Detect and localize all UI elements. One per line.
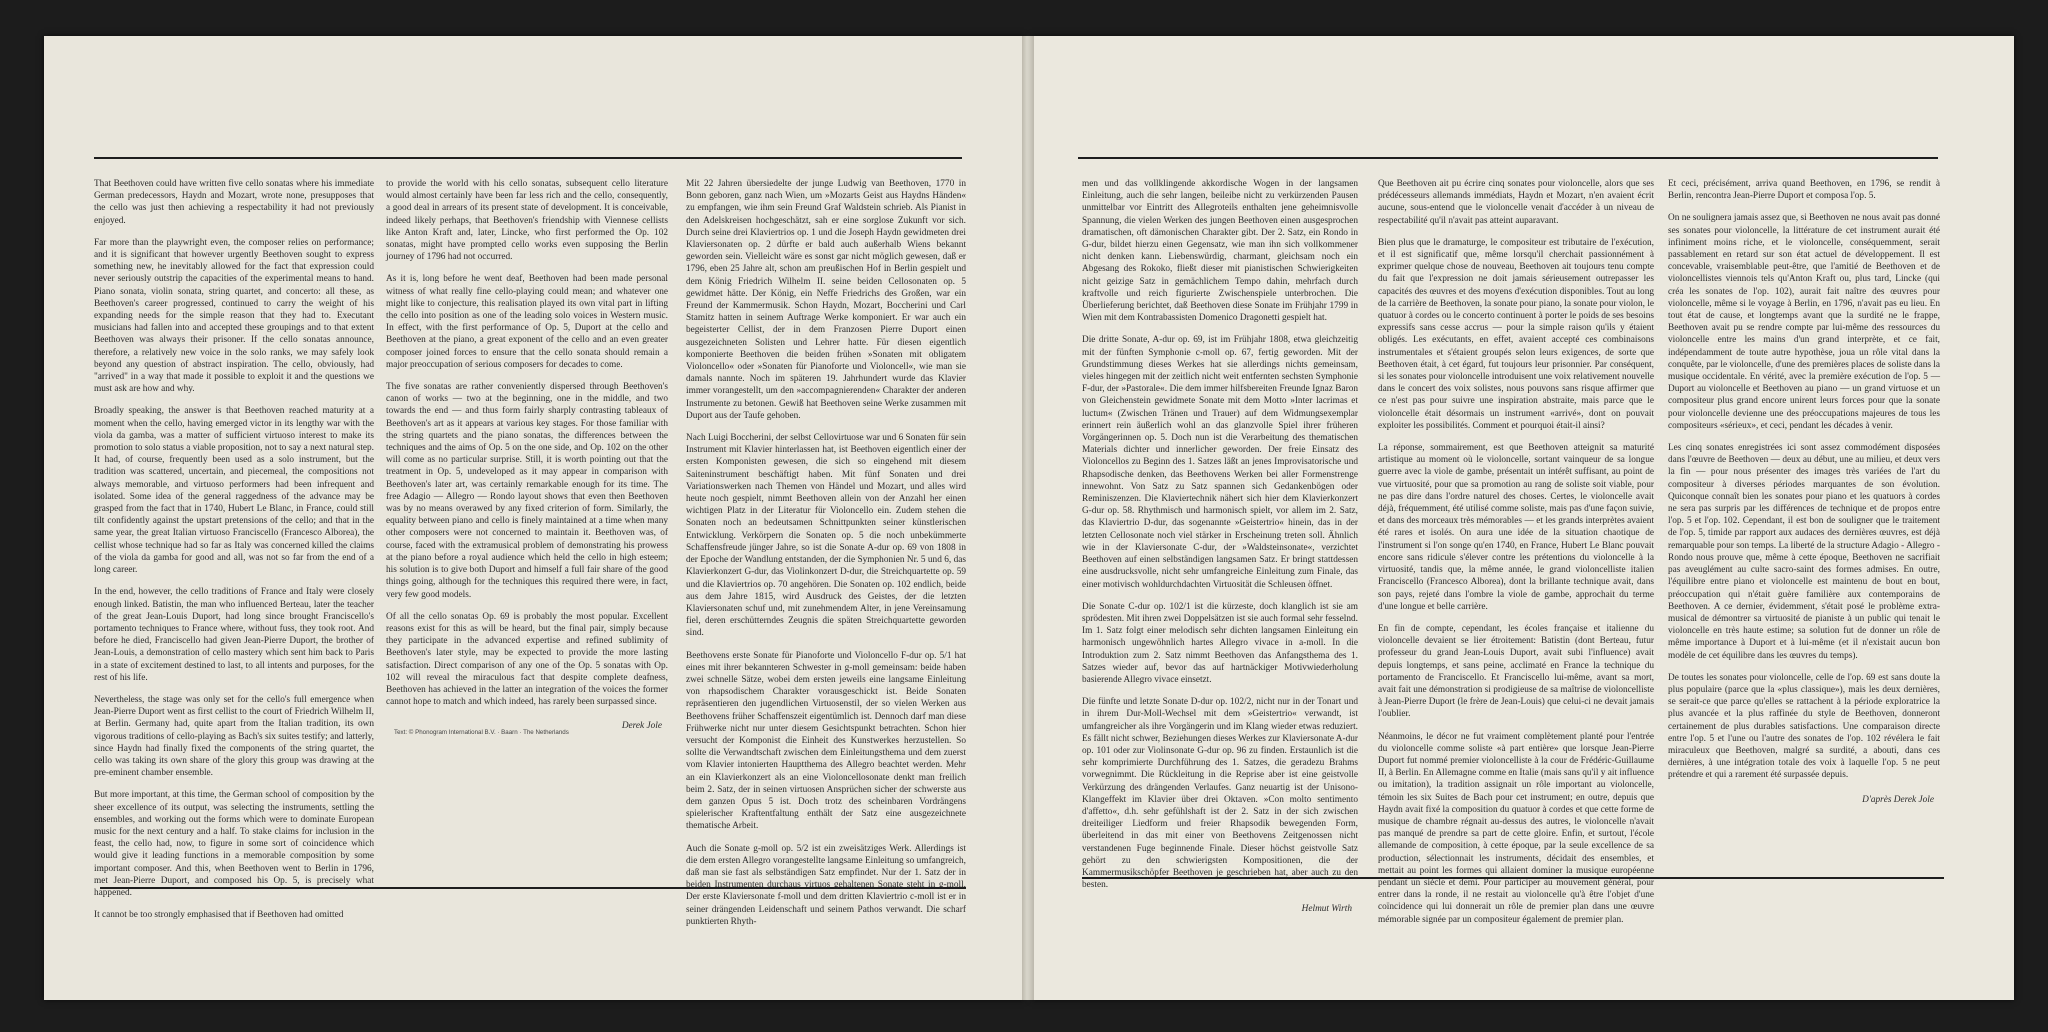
french-paragraph: Que Beethoven ait pu écrire cinq sonates pour violoncelle, alors que ses prédécesseurs allemands immédiats, Haydn et Mozart, n'en avaient écrit aucune, sous-entend que le violoncelle venait d'accéder à un niveau de respectabilité qu'il n'avait pas atteint auparavant. <box>1378 179 1654 226</box>
french-paragraph: Les cinq sonates enregistrées ici sont assez commodément disposées dans l'œuvre de Beethoven — deux au début, une au milieu, et deux vers la fin — pour nous présenter des images très variées de l'art du compositeur à diverses périodes marquantes de son évolution. Quiconque connaît bien les sonates pour piano et les quatuors à cordes ne sera pas surpris par les différences de technique et de propos entre l'op. 5 et l'op. 102. Cependant, il est bon de souligner que le traitement de l'op. 5, timide par rapport aux audaces des dernières œuvres, est déjà remarquable pour son temps. La liberté de la structure Adagio - Allegro - Rondo nous prouve que, même à cette époque, Beethoven ne sacrifiait pas aveuglément au culte sacro-saint des formes admises. En outre, l'équilibre entre piano et violoncelle est maintenu de bout en bout, préoccupation qui n'était guère familière aux contemporains de Beethoven. A ce dernier, évidemment, s'était posé le problème extra-musical de démontrer sa virtuosité de pianiste à un public qui tenait le violoncelle en très haute estime; sa solution fut de donner un rôle de même importance à Duport et à lui-même (et il n'existait aucun bon modèle de cet équilibre dans les œuvres du temps). <box>1668 443 1940 661</box>
french-paragraph: De toutes les sonates pour violoncelle, celle de l'op. 69 est sans doute la plus populaire (parce que la «plus classique»), mais les deux dernières, se serait-ce que parce qu'elles se rattachent à la période exploratrice la plus avancée et la plus raffinée du style de Beethoven, donneront certainement de plus durables satisfactions. Une comparaison directe entre l'op. 5 et l'une ou l'autre des sonates de l'op. 102 révélera le fait miraculeux que Beethoven, malgré sa surdité, a abouti, dans ces dernières, à une intégration totale des voix à laquelle l'op. 5 ne peut prétendre et qui a rarement été surpassée depuis. <box>1668 672 1940 781</box>
english-paragraph: But more important, at this time, the German school of composition by the sheer excellence of its output, was selecting the instruments, settling the ensembles, and working out the forms which were to dominate European music for the next century and a half. To stake claims for inclusion in the feast, the cello had, now, to figure in some sort of coincidence which would give it leading functions in a memorable composition by some important composer. And this, when Beethoven went to Berlin in 1796, met Jean-Pierre Duport, and composed his Op. 5, is precisely what happened. <box>94 790 374 898</box>
english-paragraph: Far more than the playwright even, the composer relies on performance; and it is significant that however urgently Beethoven sought to express something new, he inevitably allowed for the fact that expression could never seriously outstrip the capacities of the experimental means to hand. Piano sonata, violin sonata, string quartet, and concerto: all these, as Beethoven's career progressed, continued to carry the weight of his expanding needs for the simple reason that they had to. Executant musicians had fallen into and accepted these groupings and to that extent Beethoven was always their prisoner. If the cello sonatas announce, therefore, a relatively new voice in the solo ranks, we may safely look beyond any question of abstract inspiration. The cello, obviously, had "arrived" in a way that made it possible to exploit it and the questions we must ask are how and why. <box>94 237 374 395</box>
german-paragraph: men und das vollklingende akkordische Wogen in der langsamen Einleitung, auch die sehr langen, beileibe nicht zu verkürzenden Pausen unmittelbar vor Eintritt des Allegroteils enthalten jene geheimnisvolle Spannung, die vielen Werken des jungen Beethoven einen ausgesprochen dramatischen, oft dämonischen Charakter gibt. Der 2. Satz, ein Rondo in G-dur, bildet hierzu einen Gegensatz, wie man ihn sich vollkommener nicht denken kann. Liebenswürdig, charmant, gleichsam noch ein Abgesang des Rokoko, fließt dieser mit pianistischen Schwierigkeiten nicht geizige Satz in gemächlichem Tempo dahin, mehrfach durch kraftvolle und reich figurierte Zwischenspiele unterbrochen. Die Überlieferung berichtet, daß Beethoven diese Sonate im Frühjahr 1799 in Wien mit dem Kontrabassisten Domenico Dragonetti gespielt hat. <box>1082 179 1358 324</box>
french-paragraph: La réponse, sommairement, est que Beethoven atteignit sa maturité artistique au moment où le violoncelle, sortant vainqueur de sa longue guerre avec la viole de gambe, présentait un intérêt suffisant, au point de vue virtuosité, pour que sa promotion au rang de soliste soit viable, pour ne pas dire dans l'ordre naturel des choses. Certes, le violoncelle avait déjà, fréquemment, été utilisé comme soliste, mais pas d'une façon suivie, et dans des morceaux très mémorables — et les grands interprètes avaient été rares et isolés. On aura une idée de la situation chaotique de l'instrument si l'on songe qu'en 1740, en France, Hubert Le Blanc pouvait encore sans ridicule s'élever contre les prétentions du violoncelle à la virtuosité, tandis que, la même année, le grand violoncelliste italien Franciscello (Francesco Alborea), dont la brillante technique avait, dans son pays, rejeté dans l'ombre la viole de gambe, approchait du terme d'une longue et belle carrière. <box>1378 443 1654 612</box>
french-column-2 <box>1668 178 1940 806</box>
english-column-1 <box>94 178 374 931</box>
french-paragraph: Néanmoins, le décor ne fut vraiment complètement planté pour l'entrée du violoncelle comme soliste «à part entière» que lorsque Jean-Pierre Duport fut nommé premier violoncelliste à la cour de Frédéric-Guillaume II, à Berlin. En Allemagne comme en Italie (mais sans qu'il y ait influence ou imitation), la tradition assignait un rôle important au violoncelle, témoin les six Suites de Bach pour cet instrument; en outre, depuis que Haydn avait fixé la composition du quatuor à cordes et que cette forme de musique de chambre régnait au-dessus des autres, le violoncelle n'avait pas manqué de prendre sa part de cette gloire. Enfin, et surtout, l'école allemande de composition, à cette époque, par la seule excellence de sa production, sélectionnait les instruments, décidait des ensembles, et mettait au point les formes qui allaient dominer la musique européenne pendant un siècle et demi. Pour participer au mouvement général, pour entrer dans la ronde, il ne restait au violoncelle qu'à être l'objet d'une coïncidence qui lui donnerait un rôle de premier plan dans une œuvre mémorable signée par un compositeur également de premier plan. <box>1378 731 1654 925</box>
german-paragraph: Die Sonate C-dur op. 102/1 ist die kürzeste, doch klanglich ist sie am sprödesten. Mit ihren zwei Doppelsätzen ist sie auch formal sehr fesselnd. Im 1. Satz folgt einer melodisch sehr dichten langsamen Einleitung ein harmonisch ungewöhnlich hartes Allegro vivace in a-moll. In die Introduktion zum 2. Satz nimmt Beethoven das Anfangsthema des 1. Satzes wieder auf, bevor das auf hartnäckiger Motivwiederholung basierende Allegro vivace einsetzt. <box>1082 601 1358 685</box>
center-fold <box>1022 36 1034 1000</box>
french-paragraph: On ne soulignera jamais assez que, si Beethoven ne nous avait pas donné ses sonates pour violoncelle, la littérature de cet instrument aurait été infiniment moins riche, et le violoncelle, conséquemment, serait passablement en retard sur son état actuel de développement. Il est concevable, vraisemblable peut-être, que l'amitié de Beethoven et de violoncellistes viennois tels qu'Anton Kraft ou, plus tard, Lincke (qui créa les sonates de l'op. 102), aurait fait naître des œuvres pour violoncelle, même si le voyage à Berlin, en 1796, n'avait pas eu lieu. En tout état de cause, et longtemps avant que la surdité ne le frappe, Beethoven avait pu se rendre compte par lui-même des ressources du violoncelle entre les mains d'un grand interprète, et ce fait, indépendamment de toute autre hypothèse, joua un rôle vital dans la conquête, par le violoncelle, d'une des premières places de soliste dans la musique occidentale. En vérité, avec la première exécution de l'op. 5 — Duport au violoncelle et Beethoven au piano — un grand virtuose et un compositeur plus grand encore unirent leurs forces pour que la sonate pour violoncelle devienne une des préoccupations majeures de tous les compositeurs «sérieux», et ceci, pendant les décades à venir. <box>1668 213 1940 431</box>
german-paragraph: Die fünfte und letzte Sonate D-dur op. 102/2, nicht nur in der Tonart und in ihrem Dur-Moll-Wechsel mit dem »Geistertrio« verwandt, ist umfangreicher als ihre Vorgängerin und im Klang wieder etwas reduziert. Es fällt nicht schwer, Beziehungen dieses Werkes zur Klaviersonate A-dur op. 101 oder zur Violinsonate G-dur op. 96 zu finden. Erstaunlich ist die sehr komprimierte Durchführung des 1. Satzes, die geradezu Brahms vorwegnimmt. Die Rückleitung in die Reprise aber ist eine geistvolle Verkürzung des drängenden Verlaufes. Ganz neuartig ist der Unisono-Klangeffekt im Klavier über drei Oktaven. »Con molto sentimento d'affetto«, d.h. sehr gefühlshaft ist der 2. Satz in der sich zwischen dreiteiliger Liedform und freier Rhapsodik bewegenden Form, überleitend in das mit einer von Beethovens Zeitgenossen nicht verstandenen Fuge beginnende Finale. Dieser höchst geistvolle Satz gehört zu den schwierigsten Kompositionen, die der Kammermusikschöpfer Beethoven je geschrieben hat, aber auch zu den besten. <box>1082 697 1358 891</box>
german-paragraph: Auch die Sonate g-moll op. 5/2 ist ein zweisätziges Werk. Allerdings ist die dem ersten Allegro vorangestellte langsame Einleitung so umfangreich, daß man sie fast als selbständigen Satz empfindet. Nur der 1. Satz der in beiden Instrumenten durchaus virtuos gehaltenen Sonate steht in g-moll. Der erste Klaviersonate f-moll und dem dritten Klaviertrio c-moll ist er in seiner drängenden Leidenschaft und seinem Pathos verwandt. Die scharf punktierten Rhyth- <box>686 843 966 927</box>
top-rule-right <box>1078 157 1938 159</box>
french-column-1 <box>1378 178 1654 936</box>
top-rule-left <box>94 157 962 159</box>
english-paragraph: to provide the world with his cello sonatas, subsequent cello literature would almost certainly have been far less rich and the cello, consequently, a good deal in arrears of its present state of development. It is conceivable, indeed likely perhaps, that Beethoven's friendship with Viennese cellists like Anton Kraft and, later, Lincke, who first performed the Op. 102 sonatas, might have prompted cello works even supposing the Berlin journey of 1796 had not occurred. <box>386 179 668 263</box>
german-paragraph: Nach Luigi Boccherini, der selbst Cellovirtuose war und 6 Sonaten für sein Instrument mit Klavier hinterlassen hat, ist Beethoven eigentlich einer der ersten Komponisten gewesen, die sich so eingehend mit diesem Saiteninstrument beschäftigt haben. Mit fünf Sonaten und drei Variationswerken nach Themen von Händel und Mozart, und alles wird heute noch gespielt, nimmt Beethoven allein von der Anzahl her einen wichtigen Platz in der Literatur für Violoncello ein. Zudem stehen die Sonaten noch an bedeutsamen Schnittpunkten seiner künstlerischen Entwicklung. Verkörpern die Sonaten op. 5 die noch unbekümmerte Schaffensfreude jünger Jahre, so ist die Sonate A-dur op. 69 von 1808 in der Epoche der Wandlung entstanden, der die Symphonien Nr. 5 und 6, das Klavierkonzert G-dur, das Violinkonzert D-dur, die Streichquartette op. 59 und die Klaviertrios op. 70 angehören. Die Sonaten op. 102 endlich, beide aus dem Jahre 1815, wird Ausdruck des Geistes, der die letzten Klaviersonaten schuf und, mit zunehmendem Alter, in jene Vereinsamung fiel, deren erschütterndes Zeugnis die späten Streichquartette geworden sind. <box>686 433 966 639</box>
german-paragraph: Die dritte Sonate, A-dur op. 69, ist im Frühjahr 1808, etwa gleichzeitig mit der fünften Symphonie c-moll op. 67, fertig geworden. Mit der Grundstimmung dieses Werkes hat sie allerdings nichts gemeinsam, vieles hingegen mit der zeitlich nicht weit entfernten sechsten Symphonie F-dur, der »Pastorale«. Die dem immer hilfsbereiten Freunde Ignaz Baron von Gleichenstein gewidmete Sonate mit dem Motto »Inter lacrimas et luctum« (Zwischen Tränen und Trauer) auf dem Widmungsexemplar erinnert rein äußerlich wohl an das glanzvolle Spiel ihrer früheren Vorgängerinnen op. 5. Doch nun ist die Verarbeitung des thematischen Materials dichter und innerlicher geworden. Der freie Einsatz des Violoncellos zu Beginn des 1. Satzes läßt an jenes Improvisatorische und Rhapsodische denken, das Beethovens Werken bei aller Formenstrenge innewohnt. Von Satz zu Satz spannen sich Gedankenbögen oder Reminiszenzen. Die Klaviertechnik nähert sich hier dem Klavierkonzert G-dur op. 58. Rhythmisch und harmonisch spielt, vor allem im 2. Satz, das Klaviertrio D-dur, das sogenannte »Geistertrio« hinein, das in der letzten Cellosonate noch viel stärker in Erscheinung treten soll. Ähnlich wie in der Klaviersonate C-dur, der »Waldsteinsonate«, verzichtet Beethoven auf einen selbständigen langsamen Satz. Er bringt stattdessen eine ausdrucksvolle, nicht sehr umfangreiche Einleitung zum Finale, das einer motivisch wohldurchdachten Virtuosität die Schleusen öffnet. <box>1082 335 1358 590</box>
author-signature: Derek Jole <box>621 721 662 732</box>
english-paragraph: Of all the cello sonatas Op. 69 is probably the most popular. Excellent reasons exist for this as will be heard, but the final pair, simply because they participate in the advanced expertise and refined sublimity of Beethoven's later style, may be expected to provide the more lasting satisfaction. Direct comparison of any one of the Op. 5 sonatas with Op. 102 will reveal the miraculous fact that despite complete deafness, Beethoven has achieved in the latter an integration of the voices the former cannot hope to match and which indeed, has rarely been surpassed since. <box>386 611 668 708</box>
english-paragraph: As it is, long before he went deaf, Beethoven had been made personal witness of what really fine cello-playing could mean; and whatever one might like to conjecture, this realisation played its own vital part in lifting the cello into position as one of the leading solo voices in Western music. In effect, with the first performance of Op. 5, Duport at the cello and Beethoven at the piano, a great exponent of the cello and an even greater composer joined forces to ensure that the cello sonata should remain a major preoccupation of serious composers for decades to come. <box>386 274 668 370</box>
french-paragraph: En fin de compte, cependant, les écoles française et italienne du violoncelle devaient se lier étroitement: Batistin (dont Berteau, futur professeur du grand Jean-Louis Duport, avait subi l'influence) avait depuis longtemps, et sans peine, acclimaté en France la technique du portamento de Franciscello. Et Franciscello lui-même, avant sa mort, avait fait une démonstration si prodigieuse de sa maîtrise de violoncelliste à Jean-Pierre Duport (le frère de Jean-Louis) que celui-ci ne devait jamais l'oublier. <box>1378 623 1654 720</box>
english-paragraph: Broadly speaking, the answer is that Beethoven reached maturity at a moment when the cello, having emerged victor in its lengthy war with the viola da gamba, was a matter of sufficient virtuoso interest to make its promotion to solo status a viable proposition, not to say a next natural step. It had, of course, frequently been used as a solo instrument, but the tradition was scattered, uncertain, and piecemeal, the compositions not always memorable, and virtuoso performers had been infrequent and isolated. Some idea of the general raggedness of the advance may be grasped from the fact that in 1740, Hubert Le Blanc, in France, could still tilt confidently against the upstart pretensions of the cello; and that in the same year, the great Italian virtuoso Franciscello (Francesco Alborea), the cellist whose technique had so far as Italy was concerned killed the claims of the viola da gamba for good and all, was not so far from the end of a long career. <box>94 406 374 576</box>
english-paragraph: The five sonatas are rather conveniently dispersed through Beethoven's canon of works — two at the beginning, one in the middle, and two towards the end — and thus form fairly sharply contrasting tableaux of Beethoven's art as it appears at various key stages. For those familiar with the string quartets and the piano sonatas, the differences between the techniques and the aims of Op. 5 on the one side, and Op. 102 on the other will come as no particular surprise. Still, it is worth pointing out that the treatment in Op. 5, undeveloped as it may appear in comparison with Beethoven's later art, was certainly remarkable enough for its time. The free Adagio — Allegro — Rondo layout shows that even then Beethoven was by no means overawed by any fixed criterion of form. Similarly, the equality between piano and cello is finely maintained at a time when many other composers were not concerned to maintain it. Beethoven was, of course, faced with the extramusical problem of demonstrating his prowess at the piano before a royal audience which held the cello in high esteem; his solution is to give both Duport and himself a full fair share of the good things going, although for the techniques this required there were, in fact, very few good models. <box>386 382 668 600</box>
english-paragraph: It cannot be too strongly emphasised that if Beethoven had omitted <box>94 910 344 921</box>
german-column-1 <box>686 178 966 938</box>
english-paragraph: That Beethoven could have written five cello sonatas where his immediate German predecessors, Haydn and Mozart, wrote none, presupposes that the cello was just then achieving a respectability it had not previously enjoyed. <box>94 179 374 226</box>
copyright-credit: Text: © Phonogram International B.V. · Baarn · The Netherlands <box>394 729 569 736</box>
french-paragraph: Et ceci, précisément, arriva quand Beethoven, en 1796, se rendit à Berlin, rencontra Jean-Pierre Duport et composa l'op. 5. <box>1668 179 1940 202</box>
english-paragraph: In the end, however, the cello traditions of France and Italy were closely enough linked. Batistin, the man who influenced Berteau, later the teacher of the great Jean-Louis Duport, had long since brought Franciscello's portamento techniques to France where, without fuss, they took root. And before he died, Franciscello had given Jean-Pierre Duport, the brother of Jean-Louis, a demonstration of cello mastery which sent him back to Paris in a state of excitement destined to last, to all intents and purposes, for the rest of his life. <box>94 587 374 683</box>
english-column-2 <box>386 178 668 733</box>
english-paragraph: Nevertheless, the stage was only set for the cello's full emergence when Jean-Pierre Duport went as first cellist to the court of Friedrich Wilhelm II, at Berlin. Germany had, quite apart from the Italian tradition, its own vigorous traditions of cello-playing as Bach's six suites testify; and latterly, since Haydn had finally fixed the components of the string quartet, the cello was taking its own share of the glory this group was drawing at the pre-eminent chamber ensemble. <box>94 694 374 779</box>
author-signature: Helmut Wirth <box>1301 904 1352 915</box>
french-paragraph: Bien plus que le dramaturge, le compositeur est tributaire de l'exécution, et il est significatif que, même lorsqu'il cherchait passionnément à exprimer quelque chose de nouveau, Beethoven ait toujours tenu compte du fait que l'expression ne doit jamais sérieusement outrepasser les capacités des œuvres et des moyens d'exécution disponibles. Tout au long de la carrière de Beethoven, la sonate pour piano, la sonate pour violon, le quatuor à cordes ou le concerto continuent à porter le poids de ses besoins expressifs sans cesse accrus — pour la simple raison qu'ils y étaient obligés. Les exécutants, en effet, avaient accepté ces combinaisons instrumentales et s'étaient groupés selon leurs exigences, de sorte que Beethoven était, à cet égard, fut toujours leur prisonnier. Par conséquent, si les sonates pour violoncelle introduisent une voix relativement nouvelle dans le concert des voix solistes, nous pouvons sans risque affirmer que ce n'est pas pour suivre une inspiration abstraite, mais parce que le violoncelle était désormais un instrument «arrivé», dont on pouvait exploiter les possibilités. Comment et pourquoi était-il ainsi? <box>1378 237 1655 431</box>
german-paragraph: Mit 22 Jahren übersiedelte der junge Ludwig van Beethoven, 1770 in Bonn geboren, ganz nach Wien, um »Mozarts Geist aus Haydns Händen« zu empfangen, wie ihm sein Freund Graf Waldstein schrieb. Als Pianist in den Adelskreisen hochgeschätzt, sah er eine sorglose Zukunft vor sich. Durch seine drei Klaviertrios op. 1 und die Joseph Haydn gewidmeten drei Klaviersonaten op. 2 dürfte er bald auch außerhalb Wiens bekannt geworden sein. Vielleicht wäre es sonst gar nicht möglich gewesen, daß er 1796, eben 25 Jahre alt, schon am preußischen Hof in Berlin gespielt und dem König Friedrich Wilhelm II. seine beiden Cellosonaten op. 5 gewidmet hätte. Der König, ein Neffe Friedrichs des Großen, war ein Freund der Kammermusik. Schon Haydn, Mozart, Boccherini und Carl Stamitz hatten in seinem Auftrage Werke komponiert. Er war auch ein begeisterter Cellist, der in dem Franzosen Pierre Duport einen ausgezeichneten Solisten und Lehrer hatte. Für diesen eigentlich komponierte Beethoven die beiden frühen »Sonaten mit obligatem Violoncello« oder »Sonaten für Pianoforte und Violoncell«, wie man sie damals nannte. Noch im späteren 19. Jahrhundert wurde das Klavier immer vorangestellt, um den »accompagnierenden« Charakter der anderen Instrumente zu betonen. Gewiß hat Beethoven seine Werke zusammen mit Duport aus der Taufe gehoben. <box>686 179 966 421</box>
german-column-2 <box>1082 178 1358 916</box>
author-signature: D'après Derek Jole <box>1862 794 1934 805</box>
german-paragraph: Beethovens erste Sonate für Pianoforte und Violoncello F-dur op. 5/1 hat eines mit ihrer bekannteren Schwester in g-moll gemeinsam: beide haben zwei schnelle Sätze, wobei dem ersten jeweils eine langsame Einleitung von rhapsodischem Charakter vorausgeschickt ist. Beide Sonaten repräsentieren den jugendlichen Virtuosenstil, der so vielen Werken aus Beethovens früher Schaffenszeit eigentümlich ist. Dennoch darf man diese Frühwerke nicht nur unter diesem Gesichtspunkt betrachten. Schon hier versucht der Komponist die Einheit des Kunstwerkes herzustellen. So sollte die Verwandtschaft zwischen dem Einleitungsthema und dem zuerst vom Klavier intonierten Hauptthema des Allegro beachtet werden. Mehr an ein Klavierkonzert als an eine Violoncellosonate denkt man freilich beim 2. Satz, der in seinen virtuosen Ansprüchen sicher der schwerste aus dem ganzen Opus 5 ist. Doch trotz des scheinbaren Vordrängens spielerischer Kraftentfaltung enthält der Satz eine ausgezeichnete thematische Arbeit. <box>686 650 966 832</box>
